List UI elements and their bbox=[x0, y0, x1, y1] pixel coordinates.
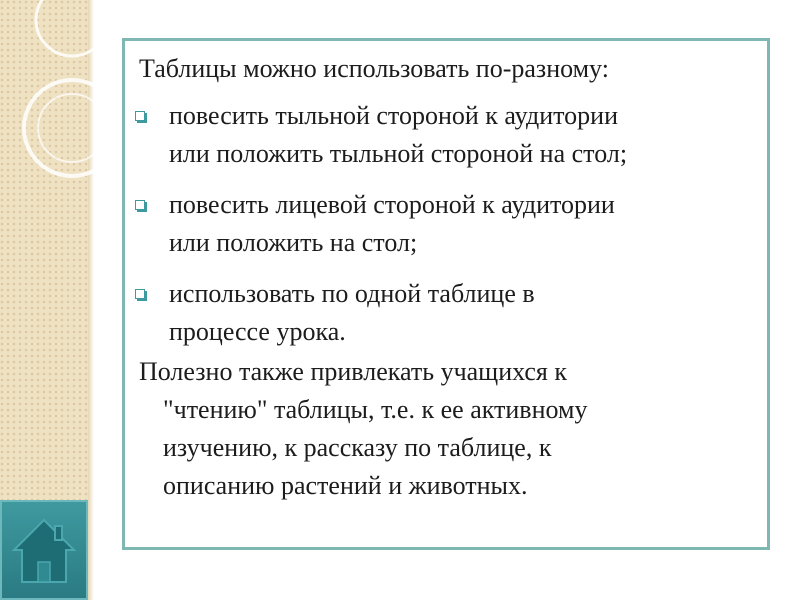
bullet-line: процессе урока. bbox=[169, 317, 346, 346]
list-item bbox=[125, 186, 765, 262]
list-item bbox=[125, 275, 765, 351]
bullet-line: повесить лицевой стороной к аудитории bbox=[169, 190, 615, 219]
list-item bbox=[125, 97, 765, 173]
bullet-line: использовать по одной таблице в bbox=[169, 279, 535, 308]
bullet-square-icon bbox=[135, 200, 145, 210]
bullet-list bbox=[125, 97, 765, 364]
content-frame bbox=[122, 38, 770, 550]
outro-line: "чтению" таблицы, т.е. к ее активному bbox=[163, 395, 588, 424]
bullet-line: или положить на стол; bbox=[169, 228, 418, 257]
outro-line: описанию растений и животных. bbox=[163, 471, 528, 500]
bullet-line: или положить тыльной стороной на стол; bbox=[169, 139, 628, 168]
side-band-edge bbox=[88, 0, 94, 600]
outro-line: изучению, к рассказу по таблице, к bbox=[163, 433, 552, 462]
home-icon bbox=[8, 514, 80, 586]
bullet-line: повесить тыльной стороной к аудитории bbox=[169, 101, 618, 130]
intro-text: Таблицы можно использовать по-разному: bbox=[139, 54, 609, 83]
outro-line: Полезно также привлекать учащихся к bbox=[139, 357, 567, 386]
outro-paragraph bbox=[139, 353, 739, 505]
bullet-square-icon bbox=[135, 111, 145, 121]
bullet-square-icon bbox=[135, 289, 145, 299]
home-button[interactable] bbox=[0, 500, 88, 600]
